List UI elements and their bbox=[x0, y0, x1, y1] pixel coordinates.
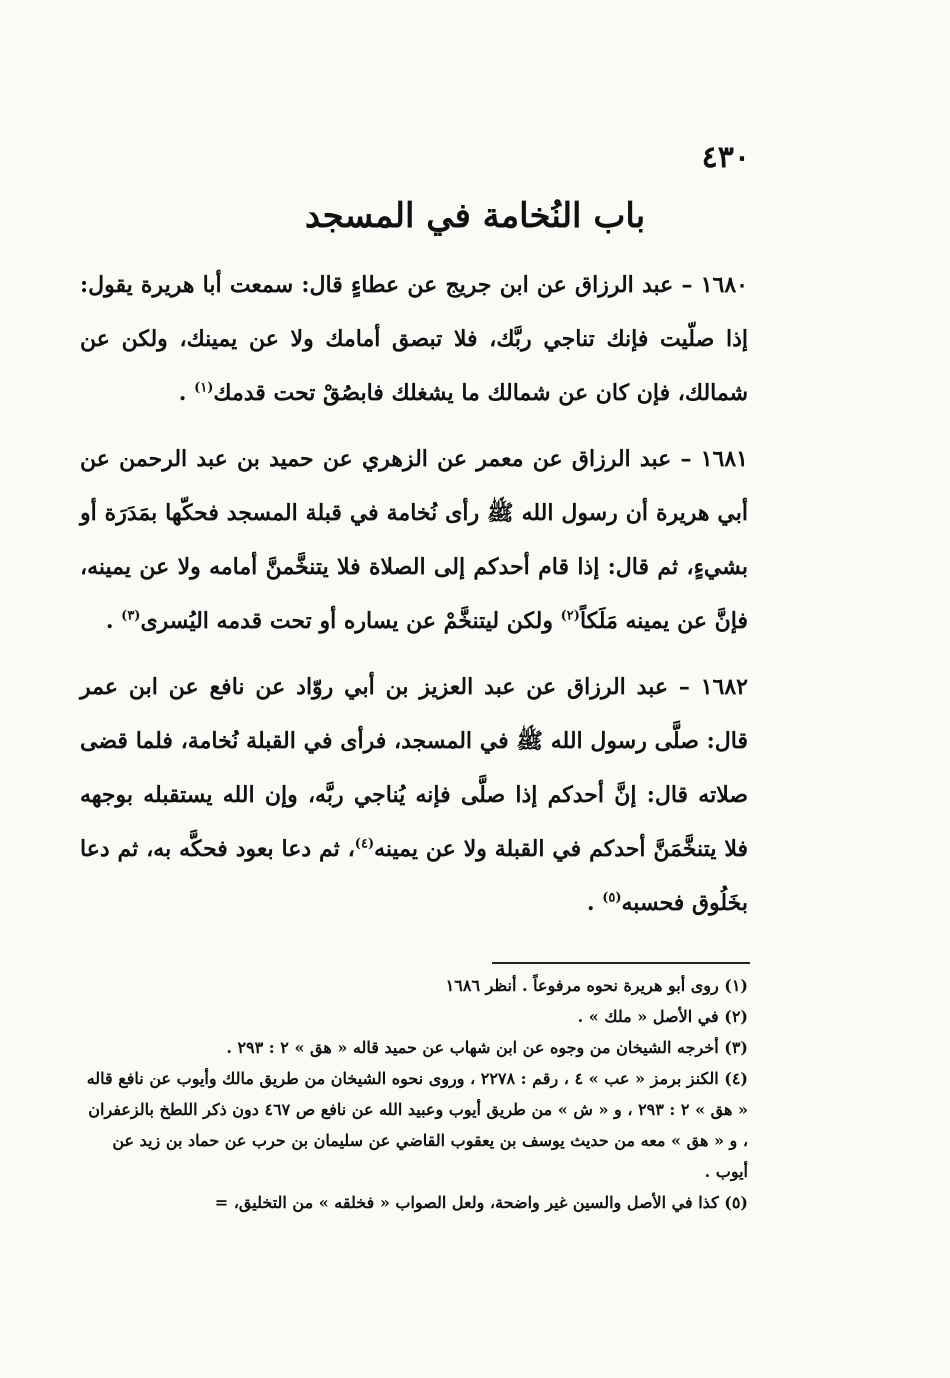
hadith-text: ١٦٨١ – عبد الرزاق عن معمر عن الزهري عن حميد بن عبد الرحمن عن أبي هريرة أن رسول الله ﷺ رأى نُخامة في قبلة المسجد فحكّها بمَدَرَة أو بشيءٍ، ثم قال: إذا قام أحدكم إلى الصلاة فلا يتنخَّمنَّ أمامه ولا عن يمينه، فإنَّ عن يمينه مَلَكاً bbox=[80, 446, 748, 634]
footnote-1: (١) روى أبو هريرة نحوه مرفوعاً . أنظر ١٦٨٦ bbox=[445, 976, 748, 995]
hadith-1680 bbox=[80, 258, 748, 420]
footnote-4: (٤) الكنز برمز « عب » ٤ ، رقم : ٢٢٧٨ ، وروى نحوه الشيخان من طريق مالك وأيوب عن نافع قاله « هق » ٢ : ٢٩٣ ، و « ش » من طريق أيوب وعبيد الله عن نافع ص ٤٦٧ دون ذكر اللطخ بالزعفران ، و « هق » معه من حديث يوسف بن يعقوب القاضي عن سليمان بن حرب عن حماد بن زيد عن أيوب . bbox=[86, 1069, 748, 1181]
footnote-ref: (٥) bbox=[602, 890, 622, 906]
hadith-body bbox=[80, 258, 748, 942]
hadith-1682 bbox=[80, 660, 748, 930]
hadith-ending: . bbox=[178, 380, 195, 406]
footnotes bbox=[80, 970, 748, 1218]
footnote-5: (٥) كذا في الأصل والسين غير واضحة، ولعل الصواب « فخلقه » من التخليق، = bbox=[214, 1193, 748, 1212]
chapter-title: باب النُخامة في المسجد bbox=[304, 196, 646, 236]
footnote-divider bbox=[492, 962, 750, 964]
page-number: ٤٣٠ bbox=[701, 140, 750, 175]
hadith-text: ١٦٨٢ – عبد الرزاق عن عبد العزيز بن أبي روّاد عن نافع عن ابن عمر قال: صلَّى رسول الله ﷺ في المسجد، فرأى في القبلة نُخامة، فلما قضى صلاته قال: إنَّ أحدكم إذا صلَّى فإنه يُناجي ربَّه، وإن الله يستقبله بوجهه فلا يتنخَّمَنَّ أحدكم في القبلة ولا عن يمينه bbox=[80, 674, 748, 862]
hadith-ending: . bbox=[105, 608, 122, 634]
footnote-ref: (٤) bbox=[354, 836, 375, 852]
hadith-1681 bbox=[80, 432, 748, 648]
hadith-text: ١٦٨٠ – عبد الرزاق عن ابن جريج عن عطاءٍ قال: سمعت أبا هريرة يقول: إذا صلّيت فإنك تناجي ربَّك، فلا تبصق أمامك ولا عن يمينك، ولكن عن شمالك، فإن كان عن شمالك ما يشغلك فابصُقْ تحت قدمك bbox=[80, 272, 748, 406]
footnote-ref: (١) bbox=[194, 380, 214, 396]
footnote-ref: (٢) bbox=[560, 608, 580, 624]
footnote-ref: (٣) bbox=[121, 608, 141, 624]
hadith-ending: . bbox=[586, 890, 603, 916]
hadith-text-cont: ، ثم دعا بعود فحكَّه به، ثم دعا بخَلُوق فحسبه bbox=[80, 836, 748, 916]
footnote-2: (٢) في الأصل « ملك » . bbox=[577, 1007, 748, 1026]
hadith-text-cont: ولكن ليتنخَّمْ عن يساره أو تحت قدمه اليُسرى bbox=[140, 608, 561, 634]
footnote-3: (٣) أخرجه الشيخان من وجوه عن ابن شهاب عن حميد قاله « هق » ٢ : ٢٩٣ . bbox=[226, 1038, 748, 1057]
